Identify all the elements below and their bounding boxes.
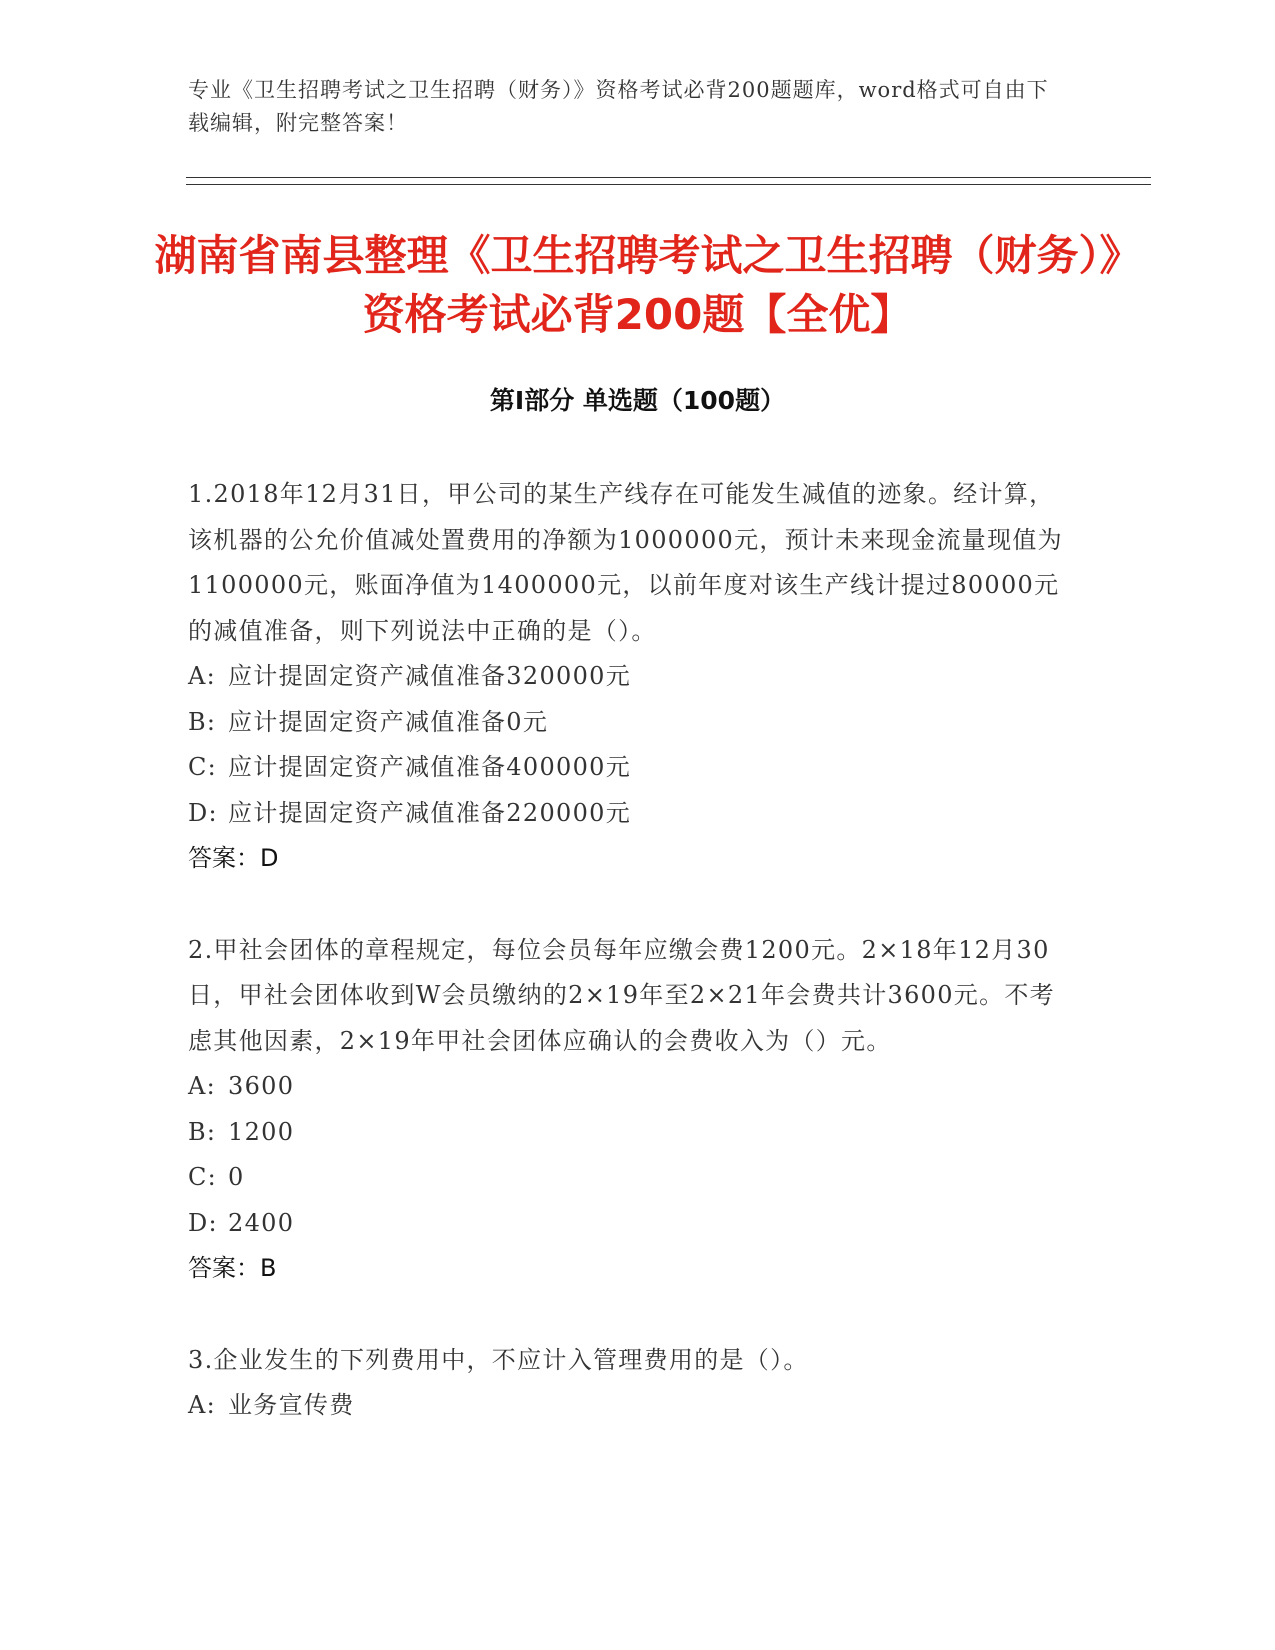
question-3 <box>188 1338 1078 1429</box>
option-text: 应计提固定资产减值准备320000元 <box>228 662 632 690</box>
option-text: 应计提固定资产减值准备220000元 <box>228 798 632 827</box>
option-text: 应计提固定资产减值准备0元 <box>228 707 549 736</box>
answer-line: 答案：D <box>188 844 279 872</box>
option-b <box>188 700 1078 746</box>
option-letter: C: <box>188 1163 218 1191</box>
answer-line: 答案：B <box>188 1254 277 1282</box>
document-title: 湖南省南县整理《卫生招聘考试之卫生招聘（财务）》资格考试必背200题【全优】 <box>154 231 1121 339</box>
option-c <box>188 1155 1078 1201</box>
question-list <box>188 472 1078 1475</box>
option-letter: D: <box>188 798 218 827</box>
option-a <box>188 1064 1078 1110</box>
question-stem: 2.甲社会团体的章程规定，每位会员每年应缴会费1200元。2×18年12月30日，甲社会团体收到W会员缴纳的2×19年至2×21年会费共计3600元。不考虑其他因素，2×19年甲社会团体应确认的会费收入为（）元。 <box>188 935 1055 1055</box>
option-d <box>188 1201 1078 1247</box>
option-text: 2400 <box>228 1208 295 1237</box>
option-text: 业务宣传费 <box>228 1391 355 1419</box>
option-letter: D: <box>188 1208 218 1237</box>
option-text: 应计提固定资产减值准备400000元 <box>228 753 632 781</box>
question-2 <box>188 928 1078 1292</box>
question-stem: 3.企业发生的下列费用中，不应计入管理费用的是（）。 <box>188 1345 809 1374</box>
option-letter: A: <box>188 1391 217 1419</box>
section-title: 第I部分 单选题（100题） <box>489 386 786 415</box>
option-d <box>188 791 1078 837</box>
option-a <box>188 1383 1078 1429</box>
option-text: 3600 <box>228 1072 295 1100</box>
question-stem: 1.2018年12月31日，甲公司的某生产线存在可能发生减值的迹象。经计算，该机器的公允价值减处置费用的净额为1000000元，预计未来现金流量现值为1100000元，账面净值为1400000元，以前年度对该生产线计提过80000元的减值准备，则下列说法中正确的是（）。 <box>188 480 1063 645</box>
option-c <box>188 745 1078 791</box>
option-letter: A: <box>188 1072 217 1100</box>
option-letter: B: <box>188 1117 217 1146</box>
option-letter: B: <box>188 707 217 736</box>
option-text: 0 <box>228 1163 245 1191</box>
option-a <box>188 654 1078 700</box>
question-1 <box>188 472 1078 882</box>
option-text: 1200 <box>228 1117 295 1146</box>
option-letter: C: <box>188 753 218 781</box>
option-letter: A: <box>188 662 217 690</box>
option-b <box>188 1110 1078 1156</box>
header-note: 专业《卫生招聘考试之卫生招聘（财务）》资格考试必背200题题库，word格式可自由下载编辑，附完整答案！ <box>188 78 1049 135</box>
header-double-rule <box>186 177 1151 185</box>
